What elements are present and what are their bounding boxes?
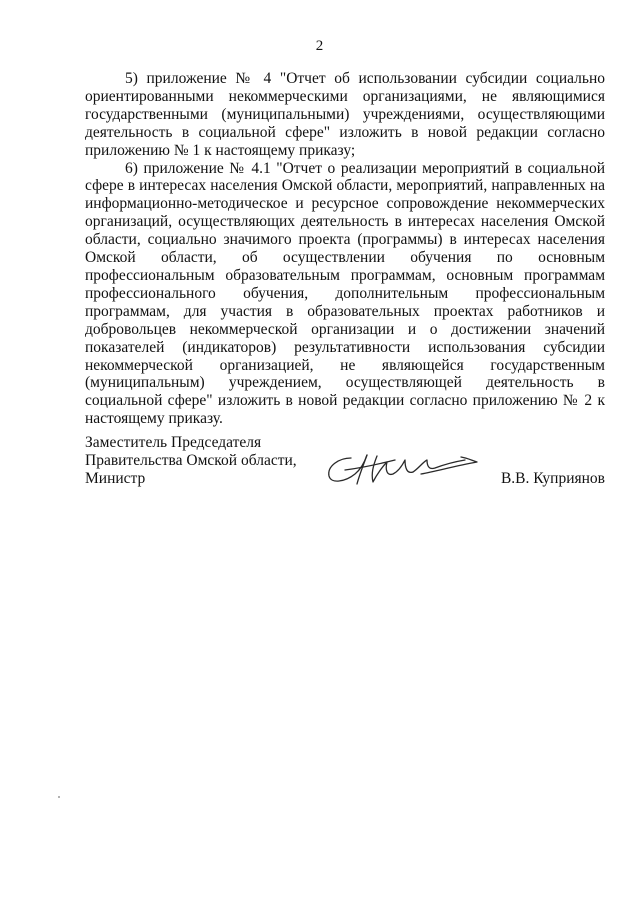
paragraph-item-6: 6) приложение № 4.1 "Отчет о реализации мероприятий в социальной сфере в интересах населения Омской области, мероприятий, направленных на информационно-методическое и ресурсное сопровождение некоммерческих организаций, осуществляющих деятельность в интересах населения Омской области, социально значимого проекта (программы) в интересах населения Омской области, об осуществлении обучения по основным профессиональным образовательным программам, основным программам профессионального обучения, дополнительным профессиональным программам, для участия в образовательных проектах работников и добровольцев некоммерческой организации и о достижении значений показателей (индикаторов) результативности использования субсидии некоммерческой организацией, не являющейся государственным (муниципальным) учреждением, осуществляющей деятельность в социальной сфере" изложить в новой редакции согласно приложению № 2 к настоящему приказу. xyxy=(85,159,605,428)
document-body xyxy=(85,70,605,428)
signer-title-line: Заместитель Председателя xyxy=(85,434,262,451)
signer-title-line: Министр xyxy=(85,470,146,487)
scan-artifact-dot xyxy=(58,796,60,798)
signer-title-line: Правительства Омской области, xyxy=(85,452,297,469)
paragraph-item-5: 5) приложение № 4 "Отчет об использовании субсидии социально ориентированными некоммерческими организациями, не являющимися государственными (муниципальными) учреждениями, осуществляющими деятельность в социальной сфере" изложить в новой редакции согласно приложению № 1 к настоящему приказу; xyxy=(85,70,605,159)
page-number: 2 xyxy=(315,38,324,54)
signature-block xyxy=(85,434,605,494)
signer-name: В.В. Куприянов xyxy=(500,470,605,487)
signer-title xyxy=(85,434,325,488)
handwritten-signature xyxy=(321,444,486,488)
